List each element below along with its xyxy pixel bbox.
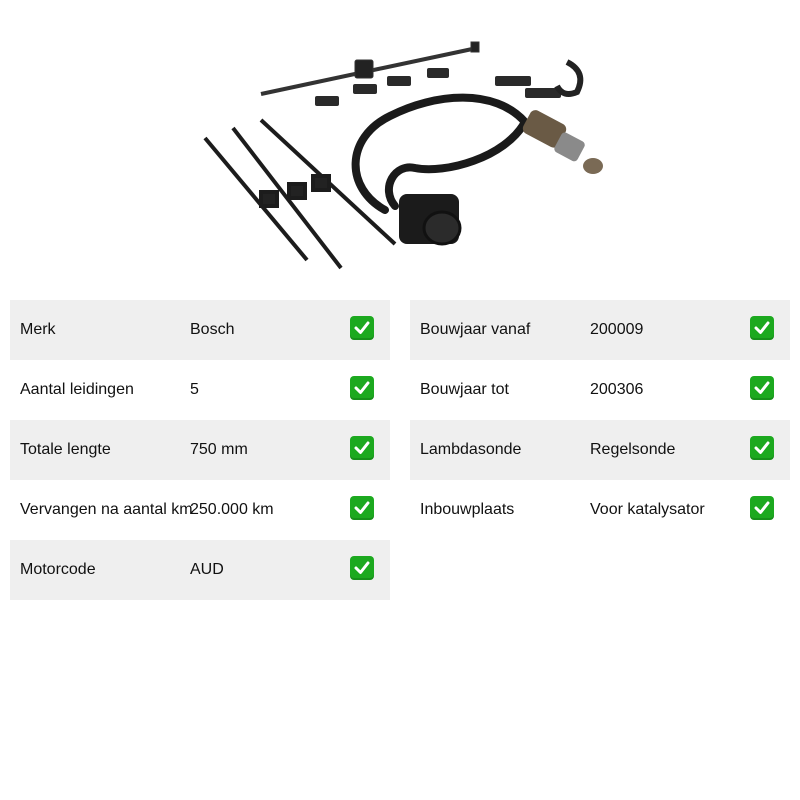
spec-value: AUD [190,561,224,578]
spec-value: 5 [190,381,199,398]
spec-row [10,540,390,600]
spec-label: Merk [20,321,56,338]
spec-label: Bouwjaar tot [420,381,509,398]
spec-label: Aantal leidingen [20,381,134,398]
check-icon [350,496,374,520]
spec-value: 200009 [590,321,644,338]
spec-row [410,480,790,540]
spec-value: 750 mm [190,441,248,458]
check-icon [750,376,774,400]
product-image [195,38,615,278]
spec-table-right [410,300,790,540]
spec-label: Lambdasonde [420,441,522,458]
spec-row [410,360,790,420]
spec-row [10,360,390,420]
spec-value: 200306 [590,381,644,398]
check-icon [750,316,774,340]
check-icon [350,556,374,580]
spec-table-left [10,300,390,600]
spec-row [410,300,790,360]
spec-value: Voor katalysator [590,501,705,518]
check-icon [750,436,774,460]
spec-label: Vervangen na aantal km [20,501,193,518]
spec-value: 250.000 km [190,501,274,518]
check-icon [350,436,374,460]
cable-holder [557,62,580,94]
spec-row [10,300,390,360]
check-icon [350,376,374,400]
spec-row [10,480,390,540]
sensor-connector [399,194,460,244]
spec-value: Bosch [190,321,235,338]
spec-label: Bouwjaar vanaf [420,321,531,338]
spec-label: Motorcode [20,561,96,578]
check-icon [350,316,374,340]
spec-label: Totale lengte [20,441,111,458]
check-icon [750,496,774,520]
spec-label: Inbouwplaats [420,501,515,518]
sensor-cable [356,98,525,210]
lambda-sensor-body [521,108,603,174]
spec-value: Regelsonde [590,441,676,458]
spec-row [10,420,390,480]
spec-row [410,420,790,480]
